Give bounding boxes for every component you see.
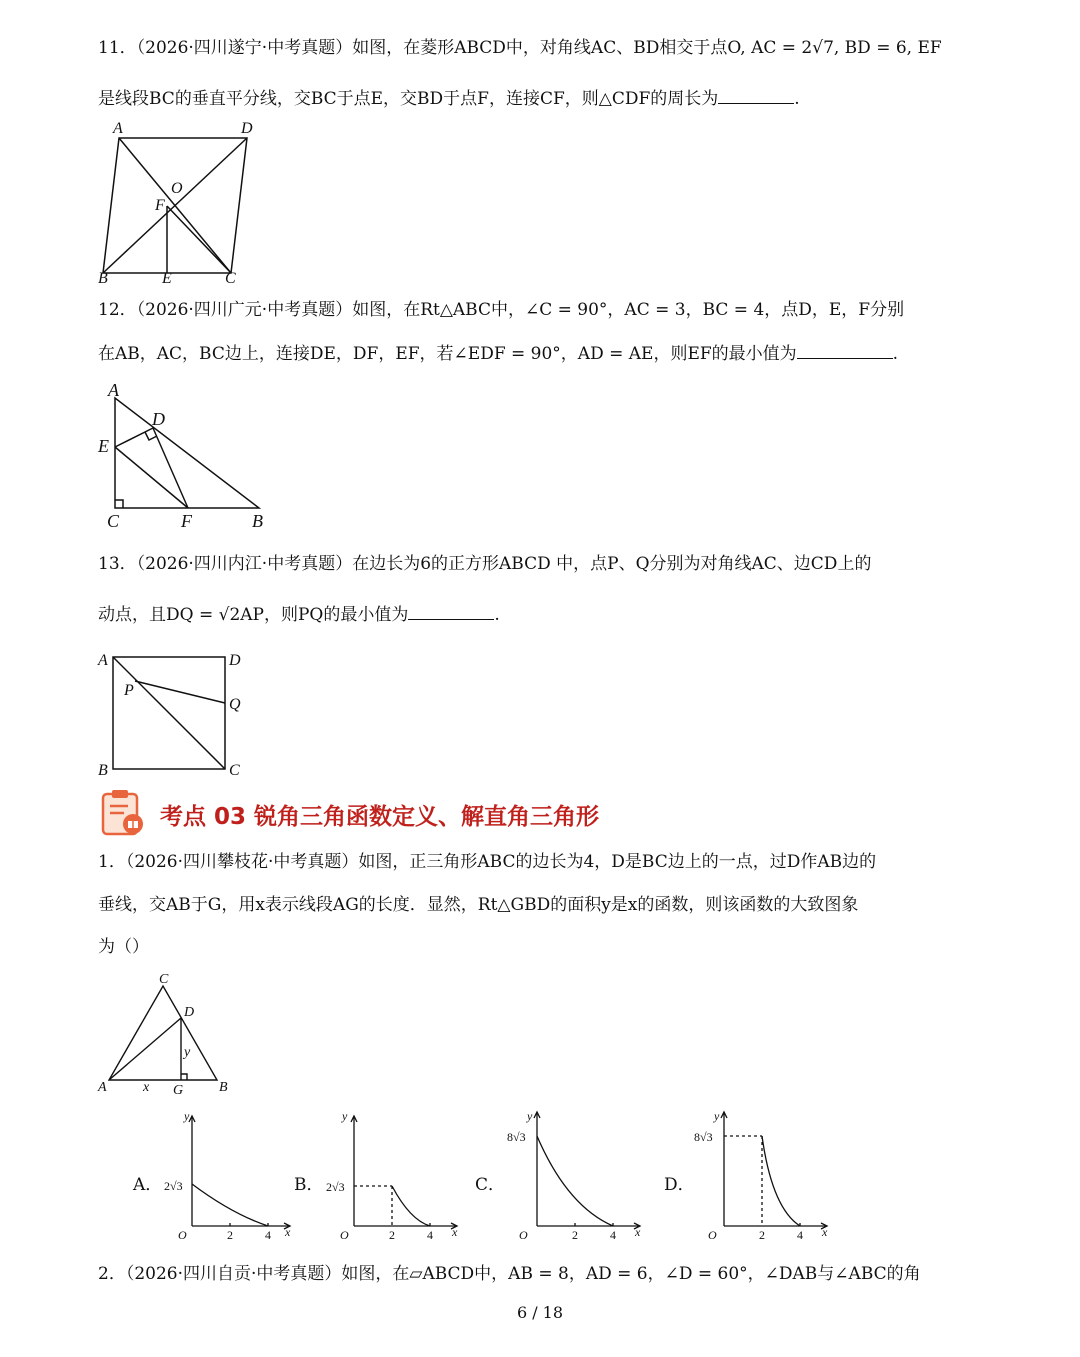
q13-line2: [98, 603, 982, 627]
option-c-ytick: 8√3: [507, 1130, 526, 1144]
q12-figure: [95, 380, 275, 530]
q13-label-P: P: [124, 682, 134, 699]
q12-label-C: C: [107, 511, 120, 531]
q12-line2-text: 在AB，AC，BC边上，连接DE，DF，EF，若∠EDF = 90°，AD = AE，则EF的最小值为: [98, 344, 797, 364]
clipboard-icon: [100, 788, 146, 836]
option-c-x-axis: x: [635, 1225, 641, 1239]
p1-label-x: x: [143, 1080, 150, 1095]
option-b-tick-4: 4: [427, 1228, 433, 1242]
q13-line1: 13．（2026·四川内江·中考真题）在边长为6的正方形ABCD 中，点P、Q分别为对角线AC、边CD上的: [98, 554, 872, 574]
option-d-tick-2: 2: [759, 1228, 765, 1242]
q11-line2-text: 是线段BC的垂直平分线，交BC于点E，交BD于点F，连接CF，则△CDF的周长为: [98, 89, 719, 109]
option-a-tick-4: 4: [265, 1228, 271, 1242]
option-d-tick-4: 4: [797, 1228, 803, 1242]
answer-blank: [408, 603, 494, 620]
p1-line1: 1．（2026·四川攀枝花·中考真题）如图，正三角形ABC的边长为4，D是BC边上的一点，过D作AB边的: [98, 852, 877, 872]
q13-label-A: A: [98, 652, 108, 669]
q13-label-C: C: [229, 762, 240, 779]
option-c-label[interactable]: C．: [475, 1175, 506, 1195]
q11-label-A: A: [113, 120, 123, 137]
option-b-label[interactable]: B．: [294, 1175, 324, 1195]
p1-label-C: C: [159, 972, 169, 987]
p1-label-D: D: [184, 1005, 195, 1020]
q13-label-D: D: [229, 652, 241, 669]
q11-end: .: [794, 89, 800, 109]
q11-label-F: F: [155, 197, 165, 214]
option-b-origin: O: [340, 1228, 349, 1242]
q11-figure: [95, 118, 265, 288]
p2-line1: 2．（2026·四川自贡·中考真题）如图，在▱ABCD中，AB = 8，AD = 6，∠D = 60°，∠DAB与∠ABC的角: [98, 1264, 921, 1284]
q12-label-E: E: [98, 436, 109, 456]
option-b-x-axis: x: [452, 1225, 458, 1239]
option-b-y-axis: y: [342, 1109, 348, 1123]
q12-end: .: [892, 344, 899, 364]
p1-label-G: G: [173, 1083, 184, 1098]
option-d-y-axis: y: [714, 1109, 720, 1123]
page-number: 6 / 18: [516, 1303, 564, 1322]
option-d-label[interactable]: D．: [664, 1175, 695, 1195]
p1-triangle-figure: [95, 970, 245, 1100]
option-a-label[interactable]: A．: [133, 1175, 163, 1195]
q11-label-E: E: [162, 270, 172, 287]
q13-line2-text: 动点，且DQ = √2AP，则PQ的最小值为: [98, 605, 409, 625]
p1-label-y: y: [184, 1045, 191, 1060]
q11-line2: [98, 87, 982, 111]
q11-label-B: B: [98, 270, 108, 287]
section-title: 考点 03 锐角三角函数定义、解直角三角形: [160, 804, 600, 830]
option-a-y-axis: y: [184, 1109, 190, 1123]
option-d-x-axis: x: [822, 1225, 828, 1239]
q11-label-C: C: [225, 270, 236, 287]
q13-end: .: [494, 605, 500, 625]
option-d-graph[interactable]: [692, 1108, 837, 1243]
option-c-graph[interactable]: [505, 1108, 650, 1243]
q12-line2: [98, 342, 982, 366]
q12-label-D: D: [152, 409, 165, 429]
option-b-tick-2: 2: [389, 1228, 395, 1242]
p1-line3: 为（）: [98, 937, 149, 957]
answer-blank: [797, 342, 893, 359]
q12-label-A: A: [108, 380, 119, 400]
q11-label-O: O: [171, 180, 183, 197]
q13-label-B: B: [98, 762, 108, 779]
q12-label-F: F: [181, 511, 192, 531]
p1-line2: 垂线，交AB于G，用x表示线段AG的长度．显然，Rt△GBD的面积y是x的函数，则该函数的大致图象: [98, 895, 859, 915]
answer-blank: [718, 87, 794, 104]
option-c-tick-2: 2: [572, 1228, 578, 1242]
option-c-origin: O: [519, 1228, 528, 1242]
option-a-ytick: 2√3: [164, 1179, 183, 1193]
option-d-origin: O: [708, 1228, 717, 1242]
p1-label-A: A: [98, 1080, 107, 1095]
q11-line1: 11．（2026·四川遂宁·中考真题）如图，在菱形ABCD中，对角线AC、BD相交于点O, AC = 2√7, BD = 6, EF: [98, 38, 942, 58]
q11-label-D: D: [241, 120, 253, 137]
option-a-graph[interactable]: [160, 1108, 300, 1243]
option-c-tick-4: 4: [610, 1228, 616, 1242]
option-a-tick-2: 2: [227, 1228, 233, 1242]
q13-label-Q: Q: [229, 696, 241, 713]
option-a-x-axis: x: [285, 1225, 291, 1239]
q12-line1: 12．（2026·四川广元·中考真题）如图，在Rt△ABC中，∠C = 90°，AC = 3，BC = 4，点D，E，F分别: [98, 300, 905, 320]
p1-label-B: B: [219, 1080, 228, 1095]
option-b-graph[interactable]: [322, 1108, 467, 1243]
option-c-y-axis: y: [527, 1109, 533, 1123]
q12-label-B: B: [252, 511, 263, 531]
option-d-ytick: 8√3: [694, 1130, 713, 1144]
option-a-origin: O: [178, 1228, 187, 1242]
q13-figure: [95, 645, 255, 780]
option-b-ytick: 2√3: [326, 1180, 345, 1194]
